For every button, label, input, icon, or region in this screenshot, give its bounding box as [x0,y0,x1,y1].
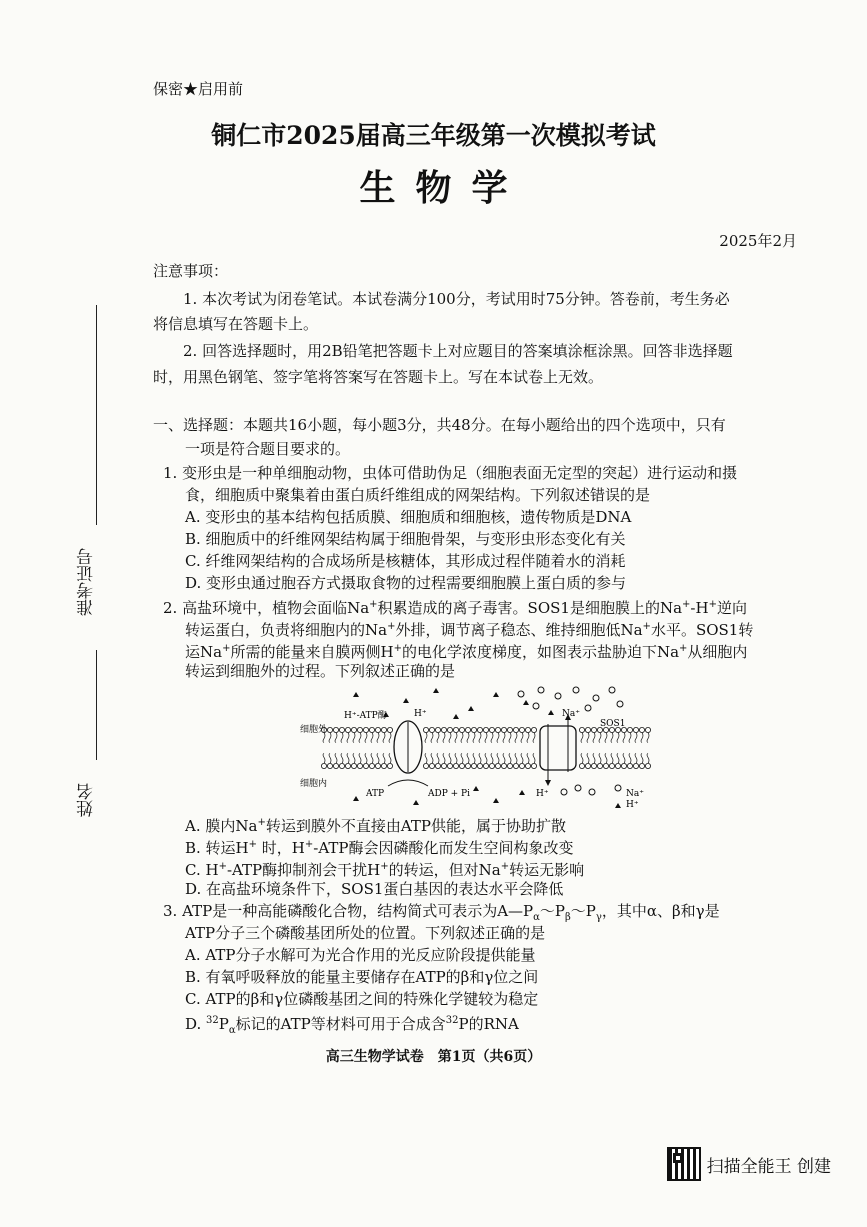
lipid-head [621,763,626,768]
notice-item2-line1: 2. 回答选择题时，用2B铅笔把答题卡上对应题目的答案填涂框涂黑。回答非选择题 [183,342,733,360]
lipid-tail [347,733,349,743]
lipid-head [513,763,518,768]
lipid-tail [647,753,649,763]
lipid-tail [365,733,367,743]
lipid-tail [371,753,373,763]
lipid-head [597,763,602,768]
lipid-head [369,727,374,732]
lipid-head [357,763,362,768]
lipid-tail [527,733,529,743]
lipid-tail [353,753,355,763]
lipid-head [489,727,494,732]
lipid-head [423,763,428,768]
sidebar-line-top [96,305,97,525]
lipid-head [327,763,332,768]
lipid-tail [461,753,463,763]
lipid-tail [443,753,445,763]
lipid-head [525,763,530,768]
lipid-head [381,727,386,732]
section-heading-line2: 一项是符合题目要求的。 [185,440,351,458]
lipid-tail [641,733,643,743]
lipid-head [387,763,392,768]
lipid-head [507,763,512,768]
lipid-head [483,727,488,732]
lipid-heads [321,727,650,768]
lipid-head [333,727,338,732]
lipid-head [471,763,476,768]
lipid-tail [497,753,499,763]
lipid-head [441,727,446,732]
lipid-tail [347,753,349,763]
section-heading-line1: 一、选择题：本题共16小题，每小题3分，共48分。在每小题给出的四个选项中，只有 [153,416,726,434]
lipid-tail [605,753,607,763]
lipid-head [387,727,392,732]
adp-label: ADP + Pi [428,789,470,799]
lipid-head [363,727,368,732]
lipid-tail [527,753,529,763]
q1-option-c: C. 纤维网架结构的合成场所是核糖体，其形成过程伴随着水的消耗 [185,552,626,570]
lipid-head [459,763,464,768]
q3-option-c: C. ATP的β和γ位磷酸基团之间的特殊化学键较为稳定 [185,990,539,1008]
lipid-tail [329,753,331,763]
q2-stem-line1: 2. 高盐环境中，植物会面临Na+积累造成的离子毒害。SOS1是细胞膜上的Na+-H+逆向 [163,599,747,617]
notice-heading: 注意事项： [153,262,229,280]
lipid-head [351,727,356,732]
subject-title: 生物学 [359,167,528,209]
lipid-head [441,763,446,768]
lipid-head [507,727,512,732]
exam-number-label: 准考证号 [77,548,97,616]
atp-label: ATP [366,789,385,799]
lipid-tail [509,753,511,763]
lipid-head [465,727,470,732]
lipid-tail [341,733,343,743]
q3-option-d: D. $^{32}P_\alpha$标记的ATP等材料可用于合成含$^{32}$P的RNA [185,1015,519,1036]
q2-stem-line3: 运Na+所需的能量来自膜两侧H+的电化学浓度梯度，如图表示盐胁迫下Na+从细胞内 [185,643,748,661]
lipid-tail [455,753,457,763]
name-label: 姓名 [77,783,97,817]
lipid-head [447,727,452,732]
lipid-head [477,763,482,768]
lipid-head [525,727,530,732]
lipid-head [483,763,488,768]
lipid-tail [629,753,631,763]
lipid-tail [359,733,361,743]
q3-option-b: B. 有氧呼吸释放的能量主要储存在ATP的β和γ位之间 [185,968,539,986]
lipid-head [375,763,380,768]
lipid-tail [623,733,625,743]
lipid-tail [497,733,499,743]
lipid-head [627,763,632,768]
lipid-head [381,763,386,768]
lipid-tail [383,733,385,743]
lipid-tail [491,753,493,763]
lipid-head [363,763,368,768]
lipid-head [633,727,638,732]
lipid-tail [485,733,487,743]
notice-item1-line2: 将信息填写在答题卡上。 [153,315,319,333]
na-plus-label: Na⁺ [562,709,580,719]
lipid-tail [581,753,583,763]
lipid-head [435,727,440,732]
lipid-tail [587,733,589,743]
lipid-head [357,727,362,732]
lipid-head [531,763,536,768]
lipid-head [495,763,500,768]
lipid-head [489,763,494,768]
lipid-head [453,727,458,732]
atp-hydrolysis-arrow [388,780,428,786]
lipid-head [351,763,356,768]
lipid-tail [377,733,379,743]
lipid-tail [389,753,391,763]
lipid-head [591,763,596,768]
q1-stem-line2: 食，细胞质中聚集着由蛋白质纤维组成的网架结构。下列叙述错误的是 [185,486,651,504]
lipid-head [495,727,500,732]
lipid-head [645,763,650,768]
q3-stem-line2: ATP分子三个磷酸基团所处的位置。下列叙述正确的是 [185,924,546,942]
lipid-tail [353,733,355,743]
notice-item2-line2: 时，用黑色钢笔、签字笔将答案写在答题卡上。写在本试卷上无效。 [153,368,604,386]
q2-option-b: B. 转运H+ 时，H+-ATP酶会因磷酸化而发生空间构象改变 [185,839,574,857]
lipid-tail [515,733,517,743]
lipid-tail [437,753,439,763]
inside-label: 细胞内 [300,779,328,789]
confidential-label: 保密★启用前 [153,80,244,98]
lipid-head [609,763,614,768]
lipid-head [645,727,650,732]
lipid-tail [425,753,427,763]
lipid-tail [605,733,607,743]
lipid-head [345,763,350,768]
lipid-tail [455,733,457,743]
q2-option-c: C. H+-ATP酶抑制剂会干扰H+的转运，但对Na+转运无影响 [185,861,585,879]
lipid-tail [521,733,523,743]
qr-code-icon [667,1147,701,1181]
exam-date: 2025年2月 [719,232,797,250]
lipid-tail [479,753,481,763]
lipid-tail [437,733,439,743]
lipid-head [345,727,350,732]
lipid-tail [485,753,487,763]
na-plus-in-label: Na⁺ [626,789,644,799]
page-footer: 高三生物学试卷 第1页（共6页） [325,1049,542,1065]
h-plus-in-label: H⁺ [536,789,549,799]
lipid-head [603,763,608,768]
lipid-tail [479,733,481,743]
lipid-tail [581,733,583,743]
lipid-tail [623,753,625,763]
lipid-tail [599,753,601,763]
lipid-tail [593,753,595,763]
lipid-head [639,763,644,768]
lipid-head [453,763,458,768]
lipid-tail [509,733,511,743]
lipid-tail [425,733,427,743]
lipid-tail [473,753,475,763]
h-plus-in-label-2: H⁺ [626,800,639,810]
q2-option-a: A. 膜内Na+转运到膜外不直接由ATP供能，属于协助扩散 [185,817,566,835]
lipid-head [633,763,638,768]
lipid-tail [329,733,331,743]
lipid-tail [503,753,505,763]
lipid-tail [359,753,361,763]
lipid-head [477,727,482,732]
q2-option-d: D. 在高盐环境条件下，SOS1蛋白基因的表达水平会降低 [185,880,564,898]
q3-option-a: A. ATP分子水解可为光合作用的光反应阶段提供能量 [185,946,536,964]
lipid-tail [503,733,505,743]
lipid-head [513,727,518,732]
q1-option-d: D. 变形虫通过胞吞方式摄取食物的过程需要细胞膜上蛋白质的参与 [185,574,627,592]
lipid-head [627,727,632,732]
lipid-head [585,727,590,732]
lipid-tail [593,733,595,743]
lipid-head [375,727,380,732]
lipid-head [639,727,644,732]
lipid-head [447,763,452,768]
sos1-h-arrowhead [545,780,551,786]
lipid-tail [533,733,535,743]
q1-option-b: B. 细胞质中的纤维网架结构属于细胞骨架，与变形虫形态变化有关 [185,530,626,548]
lipid-tail [611,733,613,743]
lipid-tail [533,753,535,763]
lipid-tail [443,733,445,743]
lipid-tail [515,753,517,763]
lipid-tail [641,753,643,763]
lipid-tail [377,753,379,763]
outside-na-ions [518,687,623,711]
lipid-tail [371,733,373,743]
lipid-tail [467,753,469,763]
lipid-head [459,727,464,732]
lipid-tail [587,753,589,763]
lipid-tail [461,733,463,743]
lipid-tail [431,753,433,763]
lipid-head [429,727,434,732]
sos1-label: SOS1 [600,719,626,729]
lipid-head [579,727,584,732]
lipid-tail [473,733,475,743]
lipid-head [591,727,596,732]
sidebar-line-middle [96,650,97,760]
lipid-head [501,727,506,732]
lipid-head [435,763,440,768]
lipid-tail [521,753,523,763]
lipid-tail [383,753,385,763]
lipid-tail [617,733,619,743]
lipid-tail [449,753,451,763]
scanner-label: 扫描全能王 创建 [706,1156,831,1177]
lipid-tail [449,733,451,743]
lipid-head [321,763,326,768]
lipid-head [333,763,338,768]
lipid-head [519,763,524,768]
q2-stem-line2: 转运蛋白，负责将细胞内的Na+外排，调节离子稳态、维持细胞低Na+水平。SOS1转 [185,621,754,639]
lipid-head [429,763,434,768]
lipid-head [585,763,590,768]
lipid-head [471,727,476,732]
q3-stem-line1: 3. ATP是一种高能磷酸化合物，结构简式可表示为$A—P_\alpha\sim P_\beta\sim P_\gamma$，其中α、β和γ是 [163,902,720,923]
exam-title: 铜仁市2025届高三年级第一次模拟考试 [211,121,656,150]
lipid-head [369,763,374,768]
lipid-tail [635,753,637,763]
atpase-label: H⁺-ATP酶 [344,711,387,721]
lipid-head [327,727,332,732]
lipid-head [465,763,470,768]
q1-option-a: A. 变形虫的基本结构包括质膜、细胞质和细胞核，遗传物质是DNA [185,508,632,526]
lipid-head [519,727,524,732]
q1-stem-line1: 1. 变形虫是一种单细胞动物，虫体可借助伪足（细胞表面无定型的突起）进行运动和摄 [163,464,738,482]
lipid-tail [431,733,433,743]
lipid-tail [323,753,325,763]
membrane-transport-diagram [296,686,656,810]
lipid-tail [365,753,367,763]
lipid-tail [647,733,649,743]
lipid-head [501,763,506,768]
q2-stem-line4: 转运到细胞外的过程。下列叙述正确的是 [185,662,456,680]
inside-na-ions [561,785,621,795]
lipid-tail [335,733,337,743]
outside-label: 细胞外 [300,725,328,735]
lipid-tail [467,733,469,743]
lipid-tail [599,733,601,743]
scanner-watermark [667,1147,831,1181]
lipid-tail [335,753,337,763]
lipid-tail [341,753,343,763]
notice-item1-line1: 1. 本次考试为闭卷笔试。本试卷满分100分，考试用时75分钟。答卷前，考生务必 [183,290,730,308]
lipid-head [339,763,344,768]
h-plus-out-label: H⁺ [414,709,427,719]
lipid-head [423,727,428,732]
lipid-tail [635,733,637,743]
lipid-head [615,763,620,768]
sos1-protein [540,726,576,770]
lipid-head [531,727,536,732]
lipid-head [339,727,344,732]
lipid-tail [389,733,391,743]
lipid-head [579,763,584,768]
lipid-tail [611,753,613,763]
lipid-tail [629,733,631,743]
lipid-tail [617,753,619,763]
lipid-tail [491,733,493,743]
